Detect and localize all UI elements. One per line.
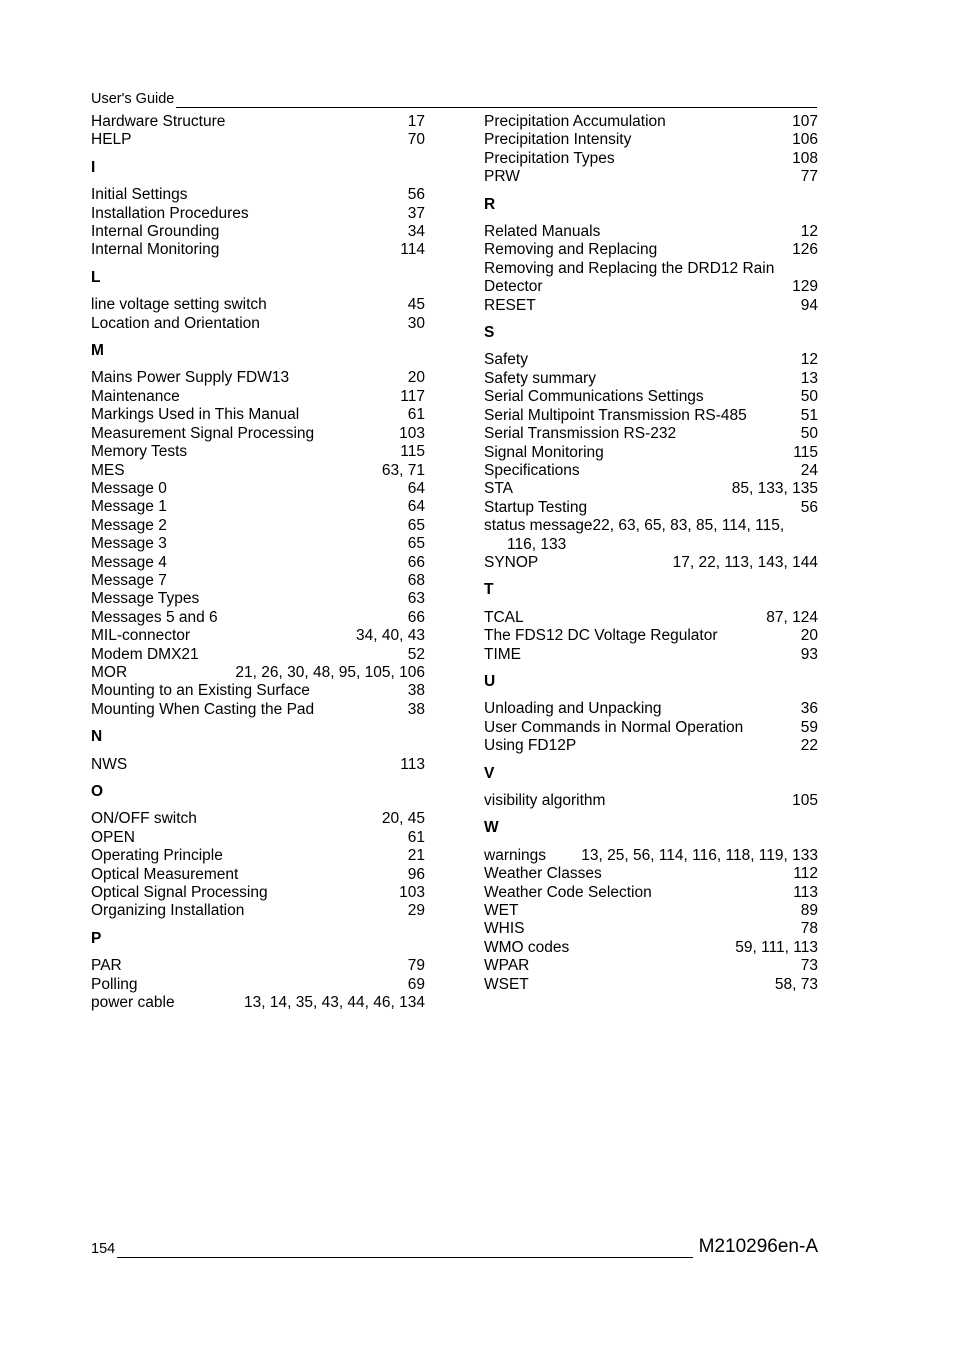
index-term: Mains Power Supply FDW13 — [91, 369, 290, 387]
index-term: WHIS — [484, 920, 525, 938]
index-pages: 93 — [800, 645, 818, 663]
index-entry — [91, 884, 425, 902]
index-term: MOR — [91, 663, 128, 681]
index-letter-heading: U — [484, 672, 496, 690]
index-pages: 78 — [800, 920, 818, 938]
index-entry — [91, 113, 425, 131]
index-entry — [484, 646, 818, 664]
index-term: Signal Monitoring — [484, 443, 604, 461]
index-pages: 129 — [792, 278, 818, 296]
index-term: Message 2 — [91, 516, 167, 534]
index-term: Initial Settings — [91, 186, 188, 204]
index-term: Message 1 — [91, 498, 167, 516]
index-entry — [91, 664, 425, 682]
header-title: User's Guide — [91, 91, 175, 107]
index-pages: 21 — [407, 847, 425, 865]
index-entry — [484, 407, 818, 425]
index-term: WPAR — [484, 957, 530, 975]
index-term: Message Types — [91, 590, 200, 608]
index-term: Related Manuals — [484, 223, 601, 241]
page-header — [91, 90, 817, 108]
index-term: Startup Testing — [484, 498, 588, 516]
index-entry — [484, 627, 818, 645]
index-letter-heading: V — [484, 764, 495, 782]
index-term: warnings — [484, 846, 547, 864]
index-pages: 107 — [792, 113, 818, 130]
index-pages: 61 — [407, 406, 425, 424]
index-term: User Commands in Normal Operation — [484, 718, 744, 736]
index-entry-text: status message22, 63, 65, 83, 85, 114, 115, — [484, 517, 785, 535]
index-entry — [91, 572, 425, 590]
index-pages: 64 — [407, 479, 425, 497]
index-entry — [91, 406, 425, 424]
index-term: WMO codes — [484, 938, 570, 956]
index-pages: 108 — [792, 149, 818, 167]
index-entry — [91, 205, 425, 223]
index-term: Operating Principle — [91, 847, 223, 865]
index-entry — [91, 756, 425, 774]
index-term: power cable — [91, 994, 175, 1012]
index-term: PRW — [484, 168, 520, 186]
index-pages: 59, 111, 113 — [735, 938, 818, 956]
index-entry — [91, 425, 425, 443]
index-pages: 58, 73 — [774, 975, 818, 993]
index-pages: 17 — [407, 113, 425, 130]
index-entry — [484, 920, 818, 938]
index-pages: 85, 133, 135 — [731, 480, 818, 498]
index-entry — [484, 609, 818, 627]
index-term: Internal Grounding — [91, 223, 220, 241]
page-footer — [91, 1236, 818, 1258]
index-pages: 103 — [399, 424, 425, 442]
index-entry — [484, 150, 818, 168]
index-pages: 13, 25, 56, 114, 116, 118, 119, 133 — [581, 846, 818, 864]
index-entry — [484, 241, 818, 259]
index-entry — [91, 994, 425, 1012]
index-entry — [484, 939, 818, 957]
index-entry — [91, 590, 425, 608]
index-term: Optical Measurement — [91, 865, 239, 883]
index-entry — [484, 351, 818, 369]
index-term: Optical Signal Processing — [91, 884, 268, 902]
index-entry — [91, 866, 425, 884]
index-pages: 52 — [407, 645, 425, 663]
index-entry — [91, 646, 425, 664]
index-term: Markings Used in This Manual — [91, 406, 300, 424]
index-entry — [484, 444, 818, 462]
index-entry — [91, 480, 425, 498]
index-pages: 66 — [407, 608, 425, 626]
index-term: Unloading and Unpacking — [484, 700, 662, 718]
index-term: Removing and Replacing — [484, 241, 658, 259]
index-pages: 37 — [407, 204, 425, 222]
index-letter-heading: W — [484, 819, 499, 837]
index-pages: 20 — [407, 369, 425, 387]
index-entry — [91, 241, 425, 259]
index-pages: 64 — [407, 498, 425, 516]
index-term: SYNOP — [484, 553, 539, 571]
index-pages: 94 — [800, 296, 818, 314]
index-term: HELP — [91, 131, 132, 149]
index-term: Maintenance — [91, 387, 180, 405]
index-column-left — [91, 113, 425, 1012]
index-pages: 87, 124 — [766, 608, 818, 626]
footer-rule — [117, 1241, 692, 1258]
index-term: Serial Multipoint Transmission RS-485 — [484, 406, 747, 424]
index-term: Hardware Structure — [91, 113, 226, 130]
index-letter-heading: L — [91, 268, 101, 286]
index-entry-text: 116, 133 — [507, 535, 567, 553]
index-term: WET — [484, 902, 519, 920]
index-entry — [484, 480, 818, 498]
index-pages: 45 — [407, 296, 425, 314]
index-letter-heading: S — [484, 324, 495, 342]
index-term: NWS — [91, 755, 128, 773]
index-pages: 50 — [800, 425, 818, 443]
index-entry — [484, 425, 818, 443]
index-pages: 63 — [407, 590, 425, 608]
index-term: TCAL — [484, 608, 524, 626]
index-entry — [484, 131, 818, 149]
index-pages: 51 — [800, 406, 818, 424]
index-entry — [484, 847, 818, 865]
index-term: Precipitation Types — [484, 149, 615, 167]
index-entry — [484, 902, 818, 920]
index-pages: 105 — [792, 792, 818, 809]
index-pages: 63, 71 — [381, 461, 425, 479]
index-pages: 126 — [792, 241, 818, 259]
index-term: PAR — [91, 957, 122, 975]
index-term: Polling — [91, 975, 138, 993]
index-term: Organizing Installation — [91, 902, 245, 920]
index-term: Messages 5 and 6 — [91, 608, 218, 626]
index-term: Modem DMX21 — [91, 645, 199, 663]
index-term: visibility algorithm — [484, 792, 606, 809]
index-pages: 103 — [399, 884, 425, 902]
index-term: MIL-connector — [91, 627, 191, 645]
index-entry — [484, 865, 818, 883]
index-pages: 38 — [407, 682, 425, 700]
index-term: Safety summary — [484, 369, 596, 387]
index-entry — [91, 957, 425, 975]
index-entry — [91, 627, 425, 645]
index-term: Internal Monitoring — [91, 241, 220, 259]
index-entry — [91, 223, 425, 241]
index-term: TIME — [484, 645, 522, 663]
index-pages: 70 — [407, 131, 425, 149]
index-entry — [91, 498, 425, 516]
index-term: WSET — [484, 975, 529, 993]
index-term: Mounting When Casting the Pad — [91, 700, 315, 718]
index-pages: 38 — [407, 700, 425, 718]
header-rule — [176, 93, 817, 108]
index-term: MES — [91, 461, 125, 479]
index-term: Specifications — [484, 461, 580, 479]
index-term: Serial Transmission RS-232 — [484, 425, 677, 443]
index-term: Message 3 — [91, 535, 167, 553]
index-letter-heading: T — [484, 581, 494, 599]
index-letter-heading: I — [91, 158, 96, 176]
index-entry — [484, 737, 818, 755]
index-entry — [484, 700, 818, 718]
index-pages: 65 — [407, 516, 425, 534]
index-pages: 106 — [792, 131, 818, 149]
index-term: Safety — [484, 351, 528, 369]
index-pages: 56 — [407, 186, 425, 204]
index-entry — [91, 369, 425, 387]
index-term: OPEN — [91, 828, 135, 846]
index-entry — [484, 113, 818, 131]
index-letter-heading: O — [91, 783, 104, 800]
index-pages: 34 — [407, 223, 425, 241]
index-entry — [484, 223, 818, 241]
index-term: Mounting to an Existing Surface — [91, 682, 310, 700]
index-pages: 73 — [800, 957, 818, 975]
index-term: Message 7 — [91, 571, 167, 589]
index-entry — [484, 297, 818, 315]
index-term: Weather Code Selection — [484, 883, 652, 901]
index-pages: 68 — [407, 571, 425, 589]
index-pages: 66 — [407, 553, 425, 571]
index-term: Detector — [484, 278, 543, 296]
index-term: Message 0 — [91, 479, 167, 497]
index-entry — [484, 554, 818, 572]
index-pages: 59 — [800, 718, 818, 736]
index-term: Using FD12P — [484, 737, 577, 755]
index-letter-heading: N — [91, 728, 103, 746]
index-entry — [91, 315, 425, 333]
index-term: Message 4 — [91, 553, 167, 571]
index-entry-text: Removing and Replacing the DRD12 Rain — [484, 259, 775, 277]
index-pages: 65 — [407, 535, 425, 553]
index-term: STA — [484, 480, 513, 498]
index-entry — [91, 902, 425, 920]
index-pages: 89 — [800, 902, 818, 920]
index-pages: 29 — [407, 902, 425, 920]
index-term: Precipitation Accumulation — [484, 113, 666, 130]
index-term: Installation Procedures — [91, 204, 249, 222]
index-pages: 112 — [793, 865, 818, 883]
index-entry — [91, 829, 425, 847]
document-code: M210296en-A — [698, 1236, 818, 1257]
index-term: Weather Classes — [484, 865, 602, 883]
index-pages: 115 — [400, 443, 425, 461]
index-pages: 114 — [400, 241, 425, 259]
index-entry — [484, 884, 818, 902]
index-entry — [91, 296, 425, 314]
index-entry — [91, 810, 425, 828]
index-pages: 20, 45 — [381, 810, 425, 828]
index-entry — [91, 976, 425, 994]
index-term: RESET — [484, 296, 536, 314]
index-pages: 56 — [800, 498, 818, 516]
index-term: Measurement Signal Processing — [91, 424, 315, 442]
index-entry — [91, 701, 425, 719]
index-entry — [91, 517, 425, 535]
index-pages: 61 — [407, 828, 425, 846]
index-pages: 113 — [400, 755, 425, 773]
index-entry — [91, 609, 425, 627]
index-pages: 22 — [800, 737, 818, 755]
index-entry — [91, 186, 425, 204]
index-entry — [91, 443, 425, 461]
index-pages: 96 — [407, 865, 425, 883]
index-pages: 17, 22, 113, 143, 144 — [672, 553, 818, 571]
index-entry — [91, 535, 425, 553]
index-entry — [91, 131, 425, 149]
index-entry — [484, 168, 818, 186]
index-term: line voltage setting switch — [91, 296, 267, 314]
index-pages: 36 — [800, 700, 818, 718]
index-term: Serial Communications Settings — [484, 388, 704, 406]
index-entry — [91, 682, 425, 700]
index-letter-heading: P — [91, 929, 102, 947]
index-pages: 21, 26, 30, 48, 95, 105, 106 — [235, 663, 425, 681]
index-pages: 24 — [800, 461, 818, 479]
index-term: ON/OFF switch — [91, 810, 197, 828]
index-term: The FDS12 DC Voltage Regulator — [484, 627, 718, 645]
index-pages: 13 — [800, 369, 818, 387]
index-entry — [91, 462, 425, 480]
index-entry — [91, 554, 425, 572]
index-entry — [484, 792, 818, 810]
index-entry — [484, 370, 818, 388]
index-column-right — [484, 113, 818, 994]
index-letter-heading: M — [91, 342, 104, 360]
index-pages: 12 — [800, 351, 818, 369]
index-pages: 12 — [800, 223, 818, 241]
index-entry — [484, 719, 818, 737]
index-pages: 113 — [793, 883, 818, 901]
index-letter-heading: R — [484, 195, 496, 213]
page-number: 154 — [91, 1241, 116, 1257]
index-entry — [91, 847, 425, 865]
index-pages: 115 — [793, 443, 818, 461]
index-entry — [484, 278, 818, 296]
index-pages: 77 — [800, 168, 818, 186]
index-entry — [484, 388, 818, 406]
index-entry — [484, 499, 818, 517]
index-pages: 34, 40, 43 — [356, 627, 425, 645]
index-term: Location and Orientation — [91, 314, 260, 332]
index-entry — [484, 462, 818, 480]
index-pages: 50 — [800, 388, 818, 406]
index-pages: 13, 14, 35, 43, 44, 46, 134 — [244, 994, 425, 1012]
index-pages: 117 — [400, 387, 425, 405]
index-pages: 30 — [407, 314, 425, 332]
index-entry — [484, 957, 818, 975]
index-term: Memory Tests — [91, 443, 188, 461]
index-pages: 69 — [407, 975, 425, 993]
index-pages: 79 — [407, 957, 425, 975]
index-term: Precipitation Intensity — [484, 131, 632, 149]
index-pages: 20 — [800, 627, 818, 645]
index-entry — [484, 976, 818, 994]
index-entry — [91, 388, 425, 406]
